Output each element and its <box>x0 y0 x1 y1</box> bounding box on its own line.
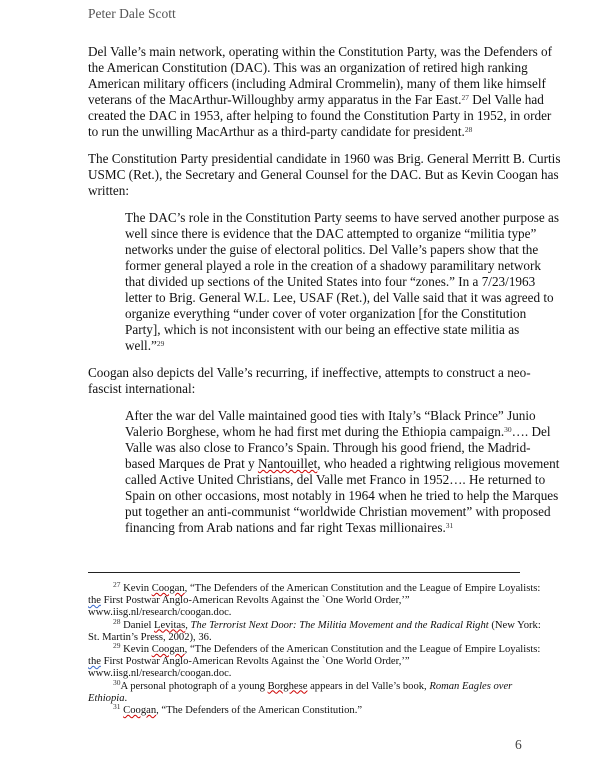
text-run: First Postwar Anglo-American Revolts Against the `One World Order,’” <box>100 656 410 668</box>
text-run: written: <box>88 183 130 198</box>
text-run: Party], which is not inconsistent with our being an effective state militia as <box>125 322 520 337</box>
text-line <box>88 183 528 199</box>
footnote-ref: 29 <box>113 641 121 651</box>
text-run: that divided up sections of the United States into four “zones.” In a 7/23/1963 <box>125 274 536 289</box>
text-run: financing from Arab nations and far right Texas millionaires. <box>125 520 446 535</box>
text-line <box>125 322 528 338</box>
text-line <box>88 381 528 397</box>
text-run: Borghese <box>267 680 308 692</box>
text-line <box>88 60 528 76</box>
footnote-line <box>88 702 528 717</box>
text-line <box>125 488 559 504</box>
text-run: fascist international: <box>88 381 196 396</box>
text-run: letter to Brig. General W.L. Lee, USAF (Ret.), del Valle said that it was agreed to <box>125 290 554 305</box>
text-run: , <box>185 619 191 631</box>
text-line <box>125 440 531 456</box>
text-run: www.iisg.nl/research/coogan.doc. <box>88 607 232 619</box>
text-run: Del Valle had <box>468 92 544 107</box>
text-line <box>125 258 541 274</box>
footnotes <box>88 580 541 717</box>
text-line <box>125 226 537 242</box>
text-line <box>88 92 544 108</box>
block-quote <box>125 408 560 536</box>
text-run: , who headed a rightwing religious movement <box>317 456 560 471</box>
text-run: The Constitution Party presidential candidate in 1960 was Brig. General Merritt B. Curtis <box>88 151 561 166</box>
text-run: Spain on other occasions, most notably in 1964 when he tried to help the Marques <box>125 488 559 503</box>
text-line <box>88 151 561 167</box>
text-line <box>125 504 551 520</box>
text-run: www.iisg.nl/research/coogan.doc. <box>88 668 232 680</box>
text-run: , “The Defenders of the American Constitution and the League of Empire Loyalists: <box>184 583 541 594</box>
text-line <box>125 408 536 424</box>
text-run: Coogan <box>151 644 185 656</box>
text-run: Ethiopia <box>88 692 125 704</box>
text-run: the <box>88 656 101 668</box>
footnote-ref: 28 <box>113 616 121 626</box>
text-run: former general played a role in the creation of a shadowy paramilitary network <box>125 258 541 273</box>
text-run: organize everything “under cover of voter organization [for the Constitution <box>125 306 527 321</box>
text-run: St. Martin’s Press, 2002), 36. <box>88 631 212 643</box>
document-body <box>88 44 561 547</box>
footnote-line <box>88 595 528 607</box>
text-run: (New York: <box>488 619 541 631</box>
text-run: After the war del Valle maintained good ties with Italy’s “Black Prince” Junio <box>125 408 536 423</box>
text-line <box>125 306 528 322</box>
block-quote <box>125 210 560 354</box>
footnote-line <box>88 616 541 632</box>
text-run: Nantouillet <box>257 456 318 471</box>
footnote-line <box>88 641 541 656</box>
text-run: The Terrorist Next Door: The Militia Movement and the Radical Right <box>190 619 489 631</box>
text-line <box>125 210 560 226</box>
text-line <box>125 472 546 488</box>
text-run: , “The Defenders of the American Constitution.” <box>156 705 363 717</box>
text-run: A personal photograph of a young <box>120 680 268 692</box>
text-run: Del Valle’s main network, operating within the Constitution Party, was the Defenders of <box>88 44 553 59</box>
text-line <box>88 167 559 183</box>
text-run: American military officers (including Admiral Crommelin), many of them like himself <box>88 76 546 91</box>
footnote-ref: 27 <box>113 580 121 589</box>
text-run: veterans of the MacArthur-Willoughby army apparatus in the Far East. <box>88 92 462 107</box>
text-run: called Active United Christians, del Valle met Franco in 1952…. He returned to <box>125 472 546 487</box>
footnote-ref: 30 <box>113 677 121 687</box>
footnote-line <box>88 656 528 668</box>
text-run: . <box>124 692 128 704</box>
text-run: Valerio Borghese, whom he had first met during the Ethiopia campaign. <box>125 424 505 439</box>
footnote-line <box>88 580 541 595</box>
footnote-line <box>88 607 528 619</box>
text-line <box>88 108 552 124</box>
text-run: Valle was also close to Franco’s Spain. Through his good friend, the Madrid- <box>125 440 531 455</box>
text-line <box>125 290 554 306</box>
footnote-line <box>88 668 528 680</box>
text-line <box>125 456 560 472</box>
text-line <box>125 338 528 354</box>
text-run: The DAC’s role in the Constitution Party seems to have served another purpose as <box>125 210 560 225</box>
text-run: First Postwar Anglo-American Revolts Against the `One World Order,’” <box>100 595 410 607</box>
footnote-ref: 27 <box>461 93 469 102</box>
text-run: the <box>88 595 101 607</box>
text-line <box>88 44 553 60</box>
footnote-ref: 30 <box>504 425 512 434</box>
text-run: USMC (Ret.), the Secretary and General Counsel for the DAC. But as Kevin Coogan has <box>88 167 559 182</box>
text-run: Levitas <box>154 619 186 631</box>
text-run: , “The Defenders of the American Constitution and the League of Empire Loyalists: <box>184 644 541 656</box>
text-run: Daniel <box>120 619 155 631</box>
footnote-line <box>88 677 528 693</box>
text-run: well.” <box>125 338 157 353</box>
page-number: 6 <box>515 737 522 752</box>
text-run: Kevin <box>120 583 152 594</box>
paragraph <box>88 44 553 140</box>
text-run: based Marques de Prat y <box>125 456 258 471</box>
text-run: Coogan <box>151 583 185 594</box>
footnote-ref: 31 <box>445 521 454 530</box>
text-line <box>125 424 551 440</box>
text-run: appears in del Valle’s book, <box>307 680 430 692</box>
footnote-line <box>88 693 528 705</box>
text-run: Coogan <box>123 705 157 717</box>
footnote-ref: 29 <box>156 339 165 348</box>
text-line <box>88 76 546 92</box>
text-run: created the DAC in 1953, after helping to found the Constitution Party in 1952, in order <box>88 108 552 123</box>
text-line <box>88 365 531 381</box>
footnote-ref: 28 <box>464 125 473 134</box>
text-run: networks under the guise of electoral politics. Del Valle’s papers show that the <box>125 242 539 257</box>
footnote-line <box>88 632 528 644</box>
text-run: Kevin <box>120 644 152 656</box>
paragraph <box>88 151 561 199</box>
text-run: to run the unwilling MacArthur as a third-party candidate for president. <box>88 124 465 139</box>
footnote-separator <box>88 572 520 573</box>
text-line <box>88 124 528 140</box>
text-run: the American Constitution (DAC). This was an organization of retired high ranking <box>88 60 528 75</box>
text-line <box>125 520 528 536</box>
text-run: well since there is evidence that the DAC attempted to organize “militia type” <box>125 226 537 241</box>
footnote-ref: 31 <box>113 702 121 712</box>
running-header: Peter Dale Scott <box>88 6 176 21</box>
text-run: …. Del <box>511 424 551 439</box>
text-run: Roman Eagles over <box>429 680 513 692</box>
paragraph <box>88 365 531 397</box>
text-run: Coogan also depicts del Valle’s recurring, if ineffective, attempts to construct a neo- <box>88 365 531 380</box>
text-line <box>125 274 536 290</box>
text-run: put together an anti-communist “worldwide Christian movement” with proposed <box>125 504 551 519</box>
text-line <box>125 242 539 258</box>
